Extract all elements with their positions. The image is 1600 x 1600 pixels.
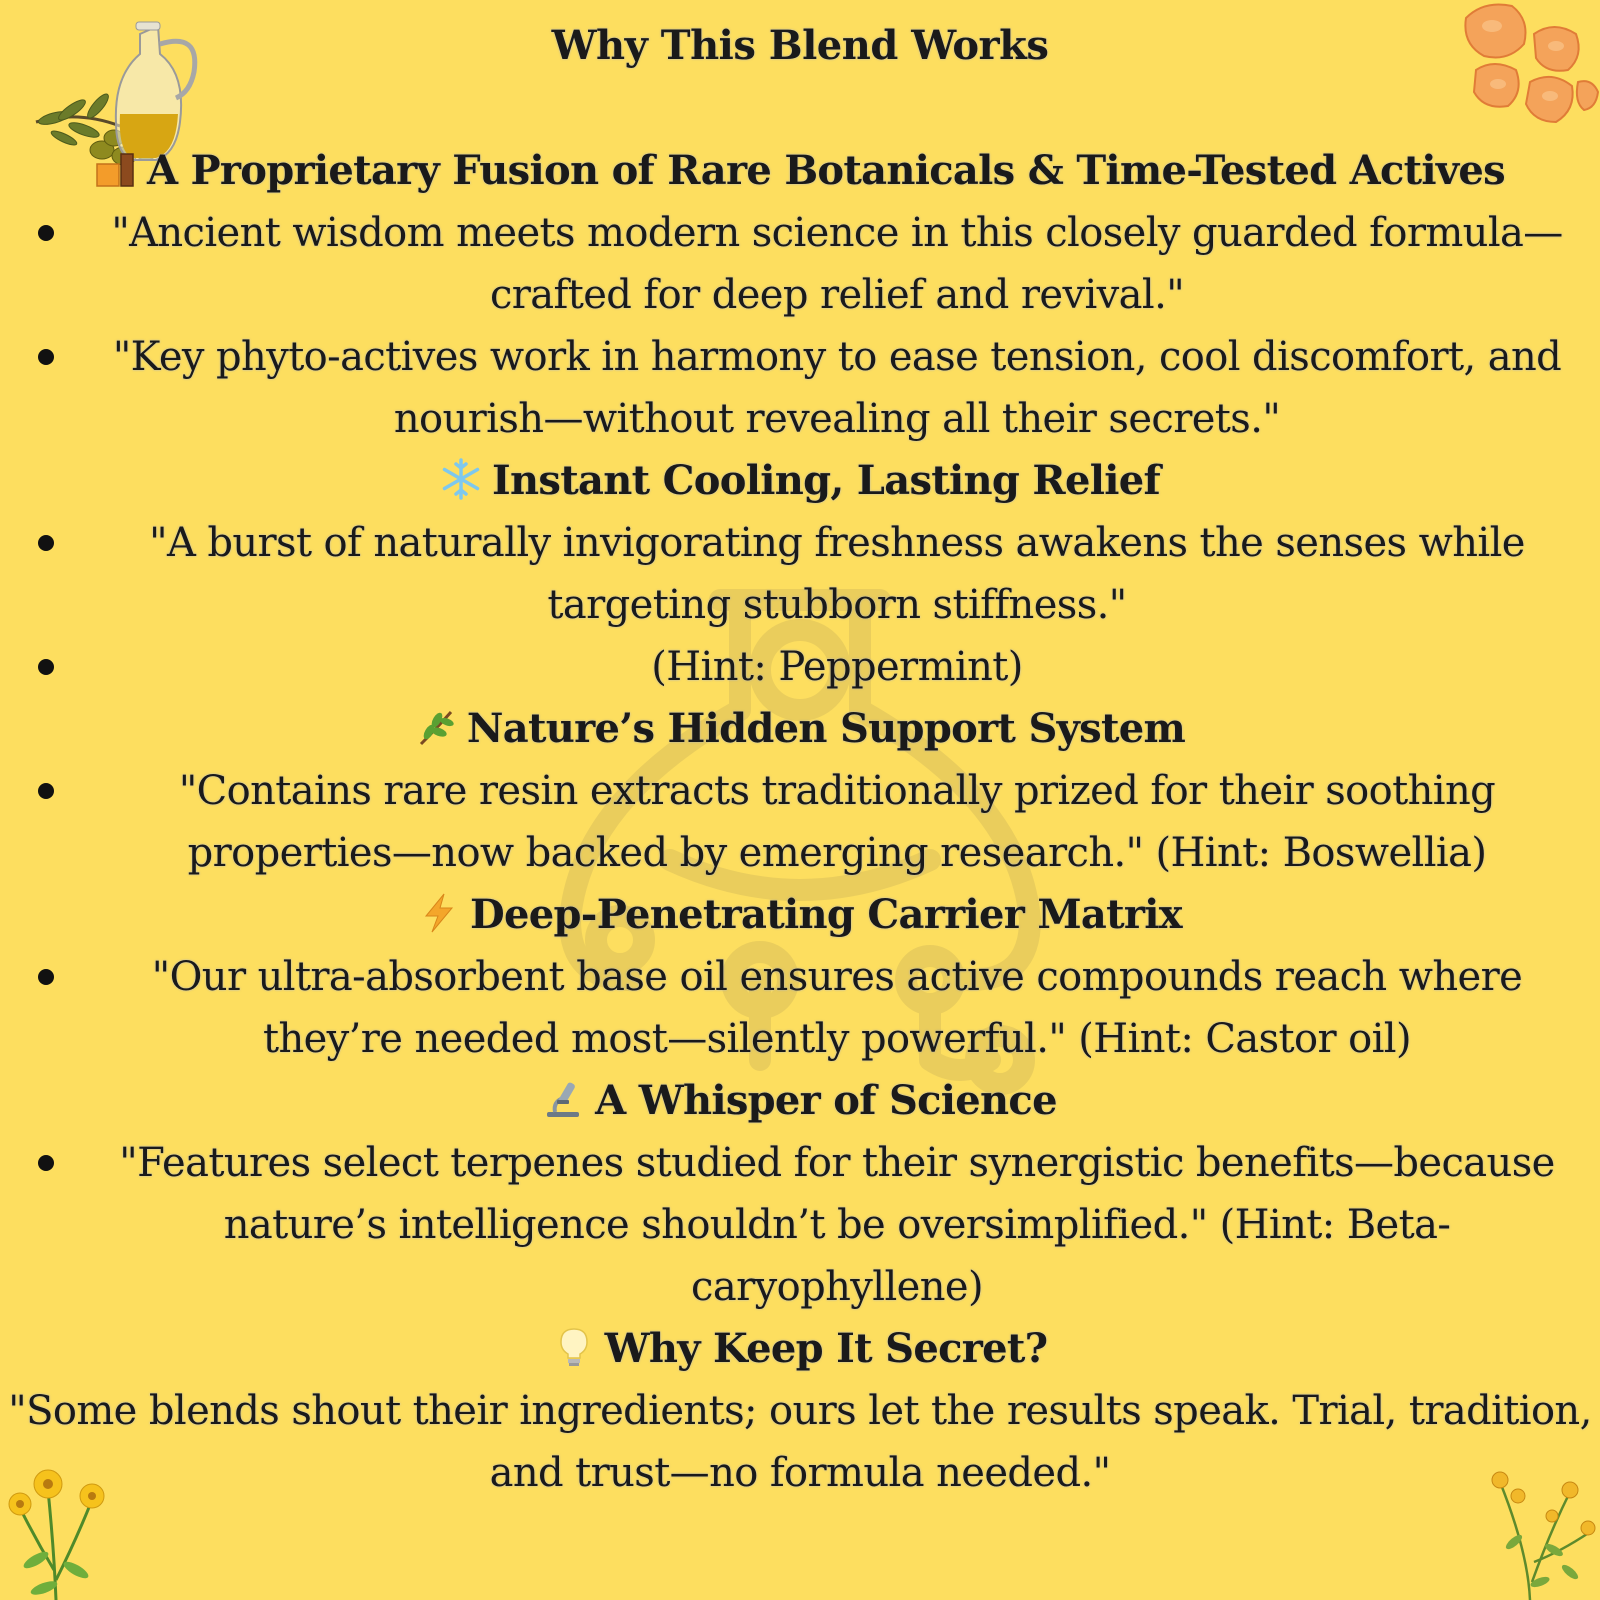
section-heading-whisper-of-science xyxy=(0,1070,1600,1132)
section-heading-text: Why Keep It Secret? xyxy=(604,1325,1048,1372)
bullet-item xyxy=(0,1132,1600,1318)
bullet-dot xyxy=(38,969,54,985)
section-heading-text: Instant Cooling, Lasting Relief xyxy=(492,457,1160,504)
bullet-item xyxy=(0,946,1600,1070)
closing-statement: "Some blends shout their ingredients; ours let the results speak. Trial, tradition, and trust—no formula needed." xyxy=(8,1388,1592,1496)
section-heading-carrier-matrix xyxy=(0,884,1600,946)
building-blocks-icon xyxy=(95,148,137,190)
bullet-item xyxy=(0,760,1600,884)
section-heading-text: A Whisper of Science xyxy=(595,1077,1057,1124)
herb-icon xyxy=(415,706,457,748)
section-heading-instant-cooling xyxy=(0,450,1600,512)
section-heading-text: Nature’s Hidden Support System xyxy=(466,705,1186,752)
bullet-text: "Ancient wisdom meets modern science in this closely guarded formula—crafted for deep relief and revival." xyxy=(111,210,1563,318)
bullet-text: "Contains rare resin extracts traditionally prized for their soothing properties—now backed by emerging research." (Hint: Boswellia) xyxy=(178,768,1496,876)
bullet-text: "A burst of naturally invigorating freshness awakens the senses while targeting stubborn stiffness." xyxy=(149,520,1525,628)
bullet-text: "Features select terpenes studied for their synergistic benefits—because nature’s intelligence shouldn’t be oversimplified." (Hint: Beta-caryophyllene) xyxy=(119,1140,1555,1310)
lightning-icon xyxy=(418,892,460,934)
page-title: Why This Blend Works xyxy=(551,22,1049,69)
bullet-dot xyxy=(38,659,54,675)
bullet-dot xyxy=(38,225,54,241)
bullet-dot xyxy=(38,535,54,551)
section-heading-text: A Proprietary Fusion of Rare Botanicals & Time-Tested Actives xyxy=(146,147,1505,194)
bullet-dot xyxy=(38,349,54,365)
bullet-item xyxy=(0,202,1600,326)
bullet-dot xyxy=(38,1155,54,1171)
section-heading-hidden-support xyxy=(0,698,1600,760)
section-heading-proprietary-fusion xyxy=(0,140,1600,202)
bullet-item xyxy=(0,636,1600,698)
bullet-text: "Key phyto-actives work in harmony to ease tension, cool discomfort, and nourish—without revealing all their secrets." xyxy=(112,334,1562,442)
bullet-dot xyxy=(38,783,54,799)
section-heading-why-secret xyxy=(0,1318,1600,1380)
lightbulb-icon xyxy=(553,1326,595,1368)
microscope-icon xyxy=(543,1078,585,1120)
bullet-item xyxy=(0,326,1600,450)
section-heading-text: Deep-Penetrating Carrier Matrix xyxy=(470,891,1182,938)
snowflake-icon xyxy=(440,458,482,500)
content-body xyxy=(0,140,1600,1504)
bullet-text: "Our ultra-absorbent base oil ensures active compounds reach where they’re needed most—silently powerful." (Hint: Castor oil) xyxy=(151,954,1523,1062)
bullet-text: (Hint: Peppermint) xyxy=(651,644,1023,690)
bullet-item xyxy=(0,512,1600,636)
